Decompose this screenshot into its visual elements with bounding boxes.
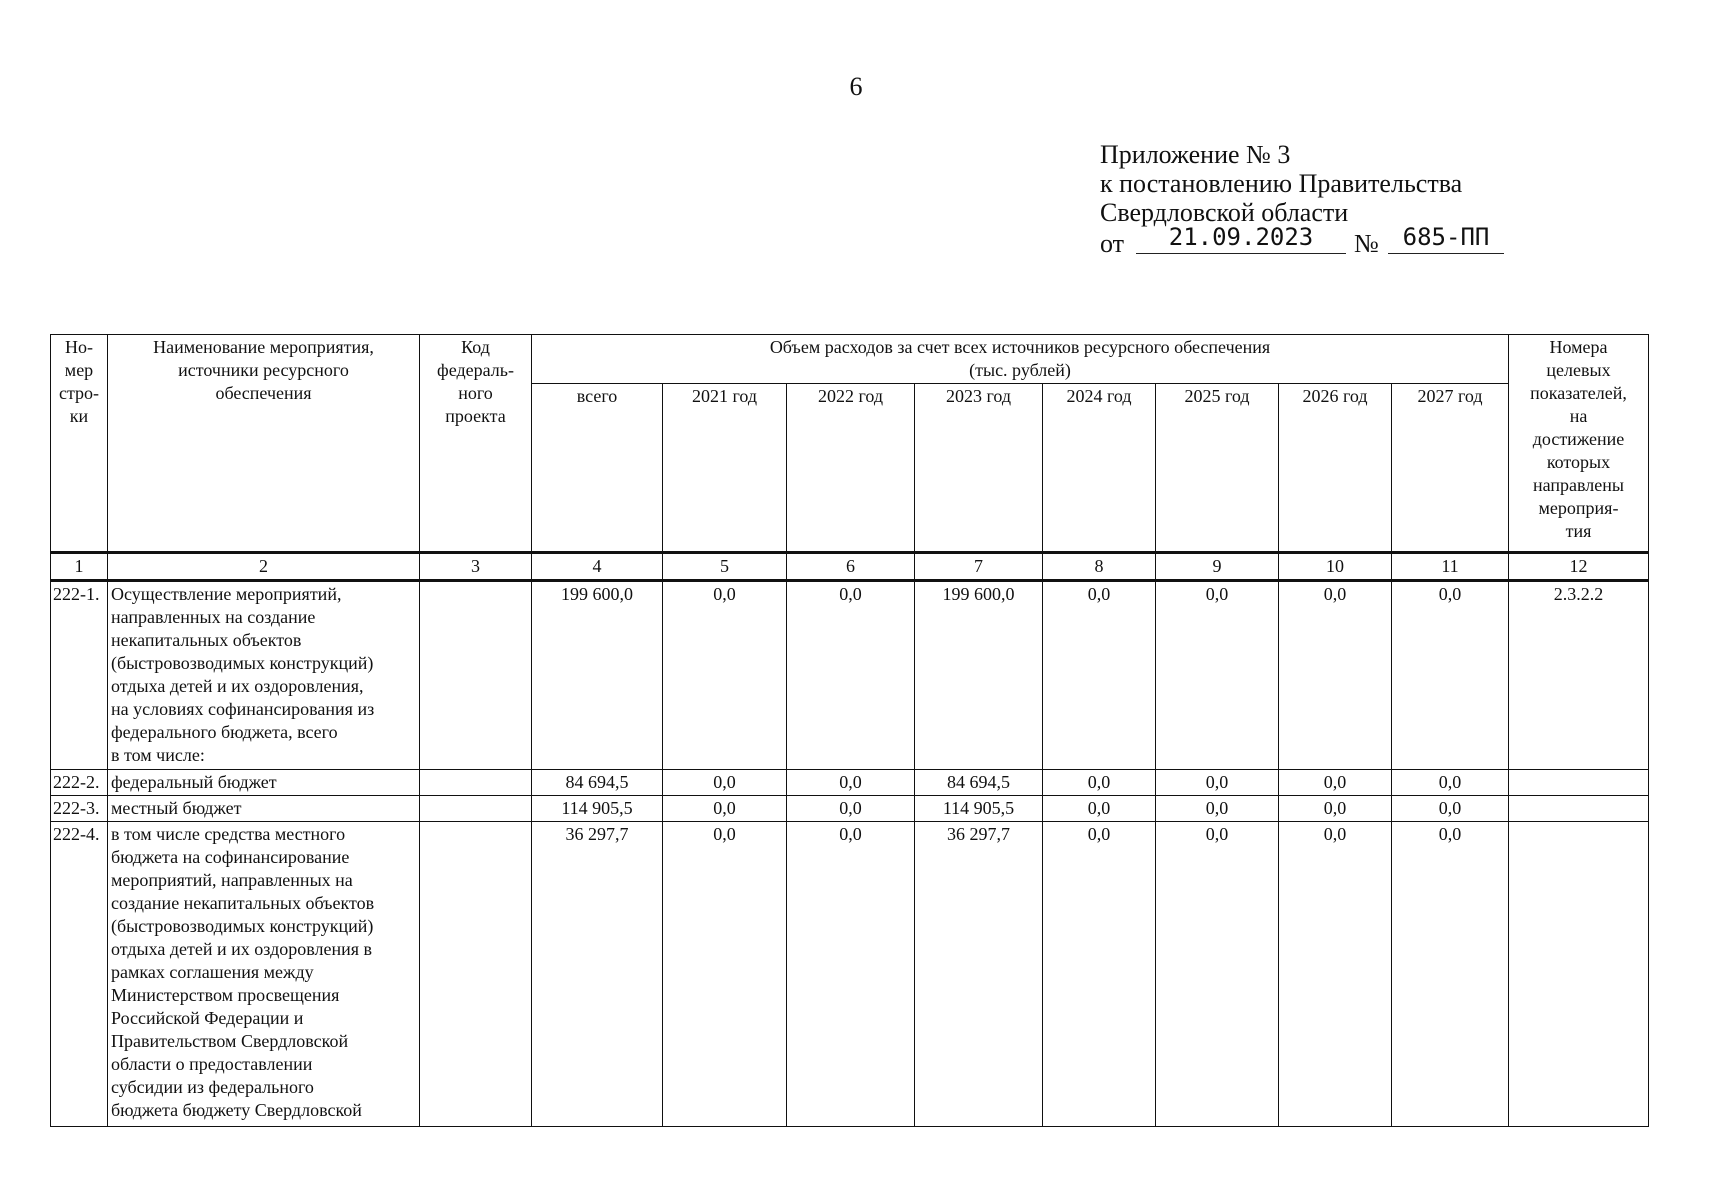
row-2025: 0,0	[1156, 822, 1279, 1127]
decree-number: 685-ПП	[1388, 223, 1504, 254]
column-number: 9	[1156, 553, 1279, 581]
header-2021: 2021 год	[663, 384, 787, 553]
header-2025: 2025 год	[1156, 384, 1279, 553]
column-number: 6	[787, 553, 915, 581]
date-label: от	[1100, 229, 1125, 258]
column-number: 5	[663, 553, 787, 581]
row-number: 222-1.	[51, 581, 108, 770]
row-2022: 0,0	[787, 796, 915, 822]
column-number: 4	[532, 553, 663, 581]
page-number: 6	[849, 72, 863, 101]
row-2024: 0,0	[1043, 796, 1156, 822]
header-2023: 2023 год	[915, 384, 1043, 553]
table-row	[51, 770, 1649, 796]
row-2023: 114 905,5	[915, 796, 1043, 822]
header-total: всего	[532, 384, 663, 553]
row-2022: 0,0	[787, 770, 915, 796]
row-2027: 0,0	[1392, 822, 1509, 1127]
row-2021: 0,0	[663, 770, 787, 796]
row-number: 222-3.	[51, 796, 108, 822]
column-numbers-row	[51, 553, 1649, 581]
row-2023: 199 600,0	[915, 581, 1043, 770]
number-label: №	[1354, 229, 1379, 258]
column-number: 8	[1043, 553, 1156, 581]
row-2025: 0,0	[1156, 581, 1279, 770]
row-2026: 0,0	[1279, 581, 1392, 770]
row-number: 222-2.	[51, 770, 108, 796]
decree-date: 21.09.2023	[1136, 223, 1346, 254]
appendix-title: Приложение № 3	[1100, 140, 1291, 169]
column-number: 10	[1279, 553, 1392, 581]
column-number: 7	[915, 553, 1043, 581]
row-total: 114 905,5	[532, 796, 663, 822]
header-indicators: Номера целевых показателей, на достижение которых направлены мероприя- тия	[1509, 335, 1649, 553]
header-2024: 2024 год	[1043, 384, 1156, 553]
header-volume: Объем расходов за счет всех источников ресурсного обеспечения (тыс. рублей)	[532, 335, 1509, 384]
header-2026: 2026 год	[1279, 384, 1392, 553]
column-number: 11	[1392, 553, 1509, 581]
row-name: в том числе средства местного бюджета на софинансирование мероприятий, направленных на создание некапитальных объектов (быстровозводимых конструкций) отдыха детей и их оздоровления в рамках соглашения между Министерством просвещения Российской Федерации и Правительством Свердловской области о предоставлении субсидии из федерального бюджета бюджету Свердловской	[108, 822, 420, 1127]
decree-date-number	[1100, 223, 1490, 259]
header-row-top	[51, 335, 1649, 384]
row-2021: 0,0	[663, 822, 787, 1127]
row-name: федеральный бюджет	[108, 770, 420, 796]
header-code: Код федераль- ного проекта	[420, 335, 532, 553]
header-2022: 2022 год	[787, 384, 915, 553]
row-2026: 0,0	[1279, 770, 1392, 796]
appendix-region: Свердловской области	[1100, 198, 1349, 227]
row-code	[420, 822, 532, 1127]
row-2026: 0,0	[1279, 796, 1392, 822]
column-number: 3	[420, 553, 532, 581]
row-code	[420, 581, 532, 770]
row-2024: 0,0	[1043, 581, 1156, 770]
column-number: 12	[1509, 553, 1649, 581]
header-2027: 2027 год	[1392, 384, 1509, 553]
row-2022: 0,0	[787, 822, 915, 1127]
row-indicators	[1509, 822, 1649, 1127]
appendix-decree-ref: к постановлению Правительства	[1100, 169, 1463, 198]
row-2025: 0,0	[1156, 796, 1279, 822]
row-2024: 0,0	[1043, 822, 1156, 1127]
row-2021: 0,0	[663, 796, 787, 822]
row-total: 199 600,0	[532, 581, 663, 770]
table-row	[51, 796, 1649, 822]
row-code	[420, 770, 532, 796]
row-name: местный бюджет	[108, 796, 420, 822]
column-number: 2	[108, 553, 420, 581]
appendix-header	[1100, 140, 1490, 259]
row-number: 222-4.	[51, 822, 108, 1127]
row-total: 36 297,7	[532, 822, 663, 1127]
table-row	[51, 822, 1649, 1127]
row-2025: 0,0	[1156, 770, 1279, 796]
row-2027: 0,0	[1392, 770, 1509, 796]
row-2026: 0,0	[1279, 822, 1392, 1127]
row-name: Осуществление мероприятий, направленных на создание некапитальных объектов (быстровозводимых конструкций) отдыха детей и их оздоровления, на условиях софинансирования из федерального бюджета, всего в том числе:	[108, 581, 420, 770]
row-indicators	[1509, 796, 1649, 822]
column-number: 1	[51, 553, 108, 581]
header-row-number: Но- мер стро- ки	[51, 335, 108, 553]
row-2027: 0,0	[1392, 796, 1509, 822]
row-2023: 84 694,5	[915, 770, 1043, 796]
row-2022: 0,0	[787, 581, 915, 770]
header-name: Наименование мероприятия, источники ресурсного обеспечения	[108, 335, 420, 553]
row-indicators	[1509, 770, 1649, 796]
row-2027: 0,0	[1392, 581, 1509, 770]
row-2024: 0,0	[1043, 770, 1156, 796]
row-total: 84 694,5	[532, 770, 663, 796]
row-2023: 36 297,7	[915, 822, 1043, 1127]
table-row	[51, 581, 1649, 770]
row-indicators: 2.3.2.2	[1509, 581, 1649, 770]
row-2021: 0,0	[663, 581, 787, 770]
row-code	[420, 796, 532, 822]
budget-table	[50, 334, 1649, 1127]
